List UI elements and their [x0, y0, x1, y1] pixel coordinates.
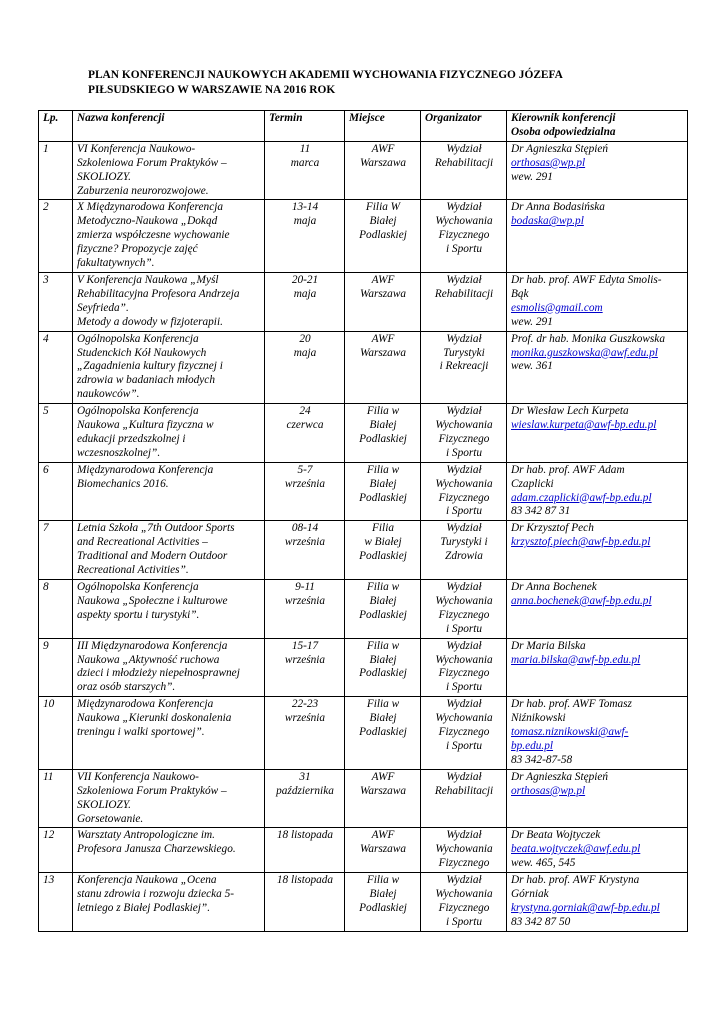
- conference-place-line: Podlaskiej: [359, 726, 407, 739]
- contact-text: wew. 291: [511, 315, 553, 328]
- conference-place: [345, 873, 421, 932]
- conference-organizer-line: Fizycznego: [438, 491, 490, 504]
- conference-name-line: Międzynarodowa Konferencja: [77, 698, 214, 711]
- conference-date: [265, 521, 345, 580]
- contact-text: Dr Krzysztof Pech: [511, 522, 594, 535]
- conference-organizer: [421, 200, 507, 273]
- conference-name-line: stanu zdrowia i rozwoju dziecka 5-: [77, 888, 235, 901]
- conference-organizer-line: Wychowania: [435, 888, 493, 901]
- table-row: [39, 462, 688, 521]
- conference-name: [73, 697, 265, 770]
- conference-place-line: Białej: [369, 477, 397, 490]
- conference-place: [345, 580, 421, 639]
- contact-text: Dr Maria Bilska: [511, 639, 586, 652]
- conference-organizer: [421, 331, 507, 404]
- conference-organizer: [421, 462, 507, 521]
- conference-place-line: Białej: [369, 594, 397, 607]
- contact-email-link[interactable]: orthosas@wp.pl: [511, 156, 586, 169]
- conference-name-line: fizyczne? Propozycje zajęć: [77, 243, 198, 256]
- conference-head: [507, 331, 688, 404]
- conference-name-line: Rehabilitacyjna Profesora Andrzeja: [77, 287, 240, 300]
- conference-organizer-line: Fizycznego: [438, 901, 490, 914]
- conference-head: [507, 697, 688, 770]
- contact-text: Dr hab. prof. AWF Tomasz: [511, 698, 632, 711]
- header-organizer: Organizator: [421, 111, 507, 142]
- conference-name-line: Naukowa „Aktywność ruchowa: [77, 653, 220, 666]
- conference-place-line: Filia w: [366, 581, 400, 593]
- header-head-line-2: Osoba odpowiedzialna: [511, 125, 616, 138]
- conference-organizer-line: Rehabilitacji: [434, 287, 494, 300]
- row-number: 2: [39, 200, 73, 273]
- conference-name-line: Konferencja Naukowa „Ocena: [77, 874, 217, 887]
- conference-organizer-line: Wydział: [446, 581, 482, 593]
- conference-table: [38, 110, 688, 932]
- conference-name: [73, 521, 265, 580]
- conference-date-line: 5-7: [297, 463, 313, 476]
- conference-place: [345, 697, 421, 770]
- conference-date-line: 18 listopada: [276, 829, 334, 842]
- contact-email-link[interactable]: monika.guszkowska@awf.edu.pl: [511, 346, 658, 359]
- conference-head: [507, 638, 688, 697]
- conference-organizer-line: Fizycznego: [438, 608, 490, 621]
- conference-name-line: treningu i walki sportowej”.: [77, 726, 205, 739]
- conference-date-line: maja: [293, 346, 317, 359]
- contact-email-link[interactable]: maria.bilska@awf-bp.edu.pl: [511, 653, 641, 666]
- conference-name: [73, 828, 265, 873]
- contact-email-link[interactable]: krystyna.gorniak@awf-bp.edu.pl: [511, 901, 660, 914]
- conference-place: [345, 404, 421, 463]
- contact-text: wew. 361: [511, 360, 553, 373]
- conference-place-line: Białej: [369, 419, 397, 432]
- conference-place-line: Białej: [369, 653, 397, 666]
- conference-date: [265, 331, 345, 404]
- conference-name-line: Profesora Janusza Charzewskiego.: [77, 843, 236, 856]
- conference-date-line: września: [284, 712, 326, 725]
- conference-organizer: [421, 828, 507, 873]
- table-row: [39, 272, 688, 331]
- conference-place-line: Filia w: [366, 874, 400, 887]
- conference-place-line: Warszawa: [359, 346, 407, 359]
- conference-date: [265, 462, 345, 521]
- conference-name-line: Naukowa „Kierunki doskonalenia: [77, 712, 232, 725]
- contact-text: Dr Anna Bochenek: [511, 581, 597, 593]
- conference-date-line: maja: [293, 215, 317, 228]
- conference-name-line: fakultatywnych”.: [77, 257, 155, 270]
- conference-organizer-line: Wydział: [446, 698, 482, 711]
- conference-organizer-line: Wychowania: [435, 653, 493, 666]
- table-row: [39, 580, 688, 639]
- conference-place-line: Podlaskiej: [359, 901, 407, 914]
- conference-place-line: Podlaskiej: [359, 608, 407, 621]
- conference-place-line: Filia w: [366, 405, 400, 418]
- conference-organizer: [421, 873, 507, 932]
- header-date: Termin: [265, 111, 345, 142]
- conference-date-line: maja: [293, 287, 317, 300]
- conference-date-line: 13-14: [291, 201, 319, 214]
- conference-name-line: Recreational Activities”.: [77, 564, 189, 577]
- conference-date: [265, 873, 345, 932]
- conference-date-line: września: [284, 653, 326, 666]
- conference-name-line: SKOLIOZY.: [77, 798, 131, 811]
- conference-place: [345, 462, 421, 521]
- conference-organizer-line: i Sportu: [445, 505, 483, 518]
- row-number: 8: [39, 580, 73, 639]
- conference-organizer-line: Wychowania: [435, 215, 493, 228]
- conference-name: [73, 200, 265, 273]
- table-row: [39, 873, 688, 932]
- conference-head: [507, 272, 688, 331]
- contact-email-link[interactable]: wieslaw.kurpeta@awf-bp.edu.pl: [511, 419, 657, 432]
- table-row: [39, 200, 688, 273]
- conference-organizer-line: Wydział: [446, 405, 482, 418]
- conference-date-line: października: [276, 784, 334, 797]
- title-line-2: PIŁSUDSKIEGO W WARSZAWIE NA 2016 ROK: [88, 84, 336, 96]
- conference-organizer-line: Wychowania: [435, 843, 493, 856]
- row-number: 13: [39, 873, 73, 932]
- conference-organizer-line: i Sportu: [445, 622, 483, 635]
- row-number: 1: [39, 141, 73, 200]
- row-number: 12: [39, 828, 73, 873]
- row-number: 3: [39, 272, 73, 331]
- conference-place-line: Białej: [369, 215, 397, 228]
- conference-place: [345, 828, 421, 873]
- header-name: Nazwa konferencji: [73, 111, 265, 142]
- conference-organizer-line: Wydział: [446, 201, 482, 214]
- conference-name: [73, 141, 265, 200]
- conference-organizer-line: Rehabilitacji: [434, 784, 494, 797]
- row-number: 6: [39, 462, 73, 521]
- conference-name-line: Szkoleniowa Forum Praktyków –: [77, 784, 227, 797]
- conference-name-line: Seyfrieda”.: [77, 301, 129, 314]
- conference-organizer-line: Wydział: [446, 639, 482, 652]
- conference-date: [265, 769, 345, 828]
- row-number: 4: [39, 331, 73, 404]
- conference-date-line: 24: [299, 405, 311, 418]
- conference-name: [73, 873, 265, 932]
- conference-place-line: AWF: [371, 273, 395, 286]
- conference-organizer-line: i Rekreacji: [439, 360, 489, 373]
- row-number: 9: [39, 638, 73, 697]
- conference-organizer: [421, 638, 507, 697]
- conference-name-line: zdrowia w badaniach młodych: [77, 374, 215, 387]
- table-body: [39, 141, 688, 931]
- conference-organizer-line: Wydział: [446, 142, 482, 155]
- contact-email-link[interactable]: beata.wojtyczek@awf.edu.pl: [511, 843, 641, 856]
- conference-organizer-line: Wydział: [446, 522, 482, 535]
- conference-organizer: [421, 697, 507, 770]
- conference-date-line: 15-17: [291, 639, 319, 652]
- conference-place-line: Warszawa: [359, 784, 407, 797]
- contact-text: Dr hab. prof. AWF Adam: [511, 463, 625, 476]
- conference-place-line: Filia w: [366, 463, 400, 476]
- title-line-1: PLAN KONFERENCJI NAUKOWYCH AKADEMII WYCHOWANIA FIZYCZNEGO JÓZEFA: [88, 69, 563, 81]
- conference-name-line: Biomechanics 2016.: [77, 477, 169, 490]
- conference-name-line: X Międzynarodowa Konferencja: [77, 201, 223, 214]
- conference-organizer-line: Wychowania: [435, 477, 493, 490]
- conference-date: [265, 200, 345, 273]
- conference-organizer-line: Wydział: [446, 463, 482, 476]
- row-number: 5: [39, 404, 73, 463]
- conference-name-line: zmierza współczesne wychowanie: [77, 229, 230, 242]
- conference-place: [345, 521, 421, 580]
- conference-head: [507, 828, 688, 873]
- conference-organizer-line: Wydział: [446, 273, 482, 286]
- conference-date: [265, 828, 345, 873]
- table-row: [39, 521, 688, 580]
- conference-date: [265, 638, 345, 697]
- conference-name-line: Ogólnopolska Konferencja: [77, 332, 199, 345]
- conference-date-line: 18 listopada: [276, 874, 334, 887]
- conference-date-line: 20: [299, 332, 311, 345]
- conference-organizer-line: Fizycznego: [438, 726, 490, 739]
- table-row: [39, 331, 688, 404]
- conference-name-line: VI Konferencja Naukowo-: [77, 142, 196, 155]
- conference-organizer-line: Fizycznego: [438, 229, 490, 242]
- conference-name-line: Naukowa „Społeczne i kulturowe: [77, 594, 228, 607]
- contact-text: Dr Agnieszka Stępień: [511, 142, 609, 155]
- conference-name-line: Metodyczno-Naukowa „Dokąd: [77, 215, 218, 228]
- conference-name-line: VII Konferencja Naukowo-: [77, 770, 199, 783]
- conference-head: [507, 521, 688, 580]
- conference-name: [73, 462, 265, 521]
- conference-head: [507, 462, 688, 521]
- conference-head: [507, 580, 688, 639]
- contact-text: Dr Beata Wojtyczek: [511, 829, 601, 842]
- conference-name-line: Międzynarodowa Konferencja: [77, 463, 214, 476]
- contact-email-link[interactable]: anna.bochenek@awf-bp.edu.pl: [511, 594, 652, 607]
- conference-place: [345, 141, 421, 200]
- conference-organizer-line: i Sportu: [445, 681, 483, 694]
- conference-place: [345, 638, 421, 697]
- conference-place-line: Podlaskiej: [359, 550, 407, 563]
- conference-date-line: 31: [299, 770, 311, 783]
- conference-place: [345, 769, 421, 828]
- conference-date-line: 11: [299, 142, 311, 155]
- conference-date-line: września: [284, 594, 326, 607]
- conference-place-line: Podlaskiej: [359, 667, 407, 680]
- conference-place: [345, 200, 421, 273]
- conference-date-line: marca: [290, 156, 320, 169]
- contact-text: Niźnikowski: [511, 712, 566, 725]
- conference-head: [507, 404, 688, 463]
- contact-text: wew. 291: [511, 170, 553, 183]
- conference-place-line: AWF: [371, 142, 395, 155]
- conference-organizer-line: Wychowania: [435, 419, 493, 432]
- conference-organizer-line: i Sportu: [445, 739, 483, 752]
- conference-organizer: [421, 141, 507, 200]
- conference-organizer: [421, 272, 507, 331]
- contact-text: 83 342 87 31: [511, 505, 571, 518]
- contact-text: Prof. dr hab. Monika Guszkowska: [511, 332, 665, 345]
- conference-name-line: Metody a dowody w fizjoterapii.: [77, 315, 223, 328]
- contact-email-link[interactable]: bodaska@wp.pl: [511, 215, 584, 228]
- conference-date: [265, 404, 345, 463]
- conference-name-line: Naukowa „Kultura fizyczna w: [77, 419, 214, 432]
- table-row: [39, 697, 688, 770]
- table-row: [39, 828, 688, 873]
- conference-name-line: dzieci i młodzieży niepełnosprawnej: [77, 667, 240, 680]
- contact-text: Górniak: [511, 888, 549, 901]
- conference-name: [73, 272, 265, 331]
- contact-text: Dr Wiesław Lech Kurpeta: [511, 405, 629, 418]
- table-row: [39, 769, 688, 828]
- header-lp: Lp.: [39, 111, 73, 142]
- conference-organizer-line: Fizycznego: [438, 667, 490, 680]
- conference-place-line: Podlaskiej: [359, 229, 407, 242]
- conference-date-line: czerwca: [286, 419, 324, 432]
- contact-email-link[interactable]: adam.czaplicki@awf-bp.edu.pl: [511, 491, 652, 504]
- conference-name-line: Traditional and Modern Outdoor: [77, 550, 228, 563]
- conference-date-line: 08-14: [291, 522, 319, 535]
- conference-place-line: Podlaskiej: [359, 432, 407, 445]
- conference-name-line: Warsztaty Antropologiczne im.: [77, 829, 215, 842]
- conference-date-line: 22-23: [291, 698, 319, 711]
- conference-name-line: Letnia Szkoła „7th Outdoor Sports: [77, 522, 235, 535]
- conference-date-line: września: [284, 477, 326, 490]
- row-number: 7: [39, 521, 73, 580]
- header-place: Miejsce: [345, 111, 421, 142]
- conference-name-line: and Recreational Activities –: [77, 536, 208, 549]
- table-header-row: [39, 111, 688, 142]
- conference-name-line: „Zagadnienia kultury fizycznej i: [77, 360, 223, 373]
- conference-place-line: w Białej: [364, 536, 402, 549]
- conference-head: [507, 873, 688, 932]
- conference-organizer-line: Zdrowia: [445, 550, 483, 563]
- conference-organizer-line: Wydział: [446, 332, 482, 345]
- conference-place: [345, 331, 421, 404]
- conference-head: [507, 141, 688, 200]
- contact-text: Czaplicki: [511, 477, 554, 490]
- row-number: 10: [39, 697, 73, 770]
- contact-text: Dr Agnieszka Stępień: [511, 770, 609, 783]
- conference-place-line: Warszawa: [359, 843, 407, 856]
- conference-head: [507, 200, 688, 273]
- conference-name-line: Ogólnopolska Konferencja: [77, 405, 199, 418]
- conference-name: [73, 769, 265, 828]
- conference-date: [265, 141, 345, 200]
- conference-place-line: Warszawa: [359, 156, 407, 169]
- conference-name: [73, 638, 265, 697]
- conference-date-line: 20-21: [291, 273, 319, 286]
- contact-email-link[interactable]: tomasz.niznikowski@awf-: [511, 726, 629, 739]
- conference-organizer: [421, 580, 507, 639]
- conference-place-line: Filia w: [366, 698, 400, 711]
- conference-place-line: Filia W: [365, 201, 401, 214]
- conference-organizer-line: Fizycznego: [438, 857, 490, 870]
- conference-organizer-line: i Sportu: [445, 915, 483, 928]
- contact-text: 83 342 87 50: [511, 915, 571, 928]
- table-row: [39, 141, 688, 200]
- conference-name-line: III Międzynarodowa Konferencja: [77, 639, 228, 652]
- conference-organizer-line: Wydział: [446, 829, 482, 842]
- contact-text: wew. 465, 545: [511, 857, 576, 870]
- table-row: [39, 404, 688, 463]
- conference-place-line: Podlaskiej: [359, 491, 407, 504]
- conference-name-line: wczesnoszkolnej”.: [77, 446, 161, 459]
- conference-name: [73, 331, 265, 404]
- conference-name-line: letniego z Białej Podlaskiej”.: [77, 901, 211, 914]
- conference-place-line: AWF: [371, 770, 395, 783]
- table-row: [39, 638, 688, 697]
- document-title: [88, 68, 688, 98]
- conference-name-line: Studenckich Kół Naukowych: [77, 346, 207, 359]
- conference-organizer-line: i Sportu: [445, 243, 483, 256]
- row-number: 11: [39, 769, 73, 828]
- conference-place: [345, 272, 421, 331]
- conference-organizer-line: Wydział: [446, 770, 482, 783]
- conference-date-line: września: [284, 536, 326, 549]
- conference-place-line: Filia: [372, 522, 394, 535]
- conference-organizer: [421, 769, 507, 828]
- conference-organizer-line: Wychowania: [435, 594, 493, 607]
- conference-name-line: naukowców”.: [77, 388, 140, 401]
- header-head-line-1: Kierownik konferencji: [511, 112, 616, 124]
- conference-name-line: Szkoleniowa Forum Praktyków –: [77, 156, 227, 169]
- conference-organizer: [421, 404, 507, 463]
- conference-name-line: oraz osób starszych”.: [77, 681, 176, 694]
- conference-head: [507, 769, 688, 828]
- contact-text: Dr hab. prof. AWF Edyta Smolis-: [511, 273, 662, 286]
- conference-place-line: Białej: [369, 888, 397, 901]
- conference-organizer-line: Wychowania: [435, 712, 493, 725]
- conference-name-line: edukacji przedszkolnej i: [77, 432, 186, 445]
- conference-organizer-line: i Sportu: [445, 446, 483, 459]
- header-head: [507, 111, 688, 142]
- conference-place-line: Filia w: [366, 639, 400, 652]
- conference-place-line: Warszawa: [359, 287, 407, 300]
- contact-text: 83 342-87-58: [511, 753, 573, 766]
- contact-email-link[interactable]: esmolis@gmail.com: [511, 301, 603, 314]
- contact-email-link[interactable]: bp.edu.pl: [511, 739, 554, 752]
- contact-email-link[interactable]: orthosas@wp.pl: [511, 784, 586, 797]
- conference-place-line: AWF: [371, 829, 395, 842]
- conference-name-line: Gorsetowanie.: [77, 812, 144, 825]
- contact-text: Dr Anna Bodasińska: [511, 201, 605, 214]
- conference-name-line: V Konferencja Naukowa „Myśl: [77, 273, 219, 286]
- conference-name-line: Zaburzenia neurorozwojowe.: [77, 184, 209, 197]
- contact-email-link[interactable]: krzysztof.piech@awf-bp.edu.pl: [511, 536, 651, 549]
- conference-organizer-line: Rehabilitacji: [434, 156, 494, 169]
- contact-text: Dr hab. prof. AWF Krystyna: [511, 874, 640, 887]
- conference-organizer-line: Wydział: [446, 874, 482, 887]
- conference-place-line: AWF: [371, 332, 395, 345]
- conference-name: [73, 580, 265, 639]
- conference-organizer-line: Turystyki i: [440, 536, 488, 549]
- conference-name-line: aspekty sportu i turystyki”.: [77, 608, 200, 621]
- conference-date: [265, 272, 345, 331]
- conference-organizer-line: Fizycznego: [438, 432, 490, 445]
- conference-organizer-line: Turystyki: [443, 346, 485, 359]
- conference-name: [73, 404, 265, 463]
- conference-date-line: 9-11: [295, 581, 315, 593]
- conference-date: [265, 580, 345, 639]
- contact-text: Bąk: [511, 287, 529, 300]
- conference-date: [265, 697, 345, 770]
- conference-organizer: [421, 521, 507, 580]
- conference-name-line: SKOLIOZY.: [77, 170, 131, 183]
- conference-place-line: Białej: [369, 712, 397, 725]
- conference-name-line: Ogólnopolska Konferencja: [77, 581, 199, 593]
